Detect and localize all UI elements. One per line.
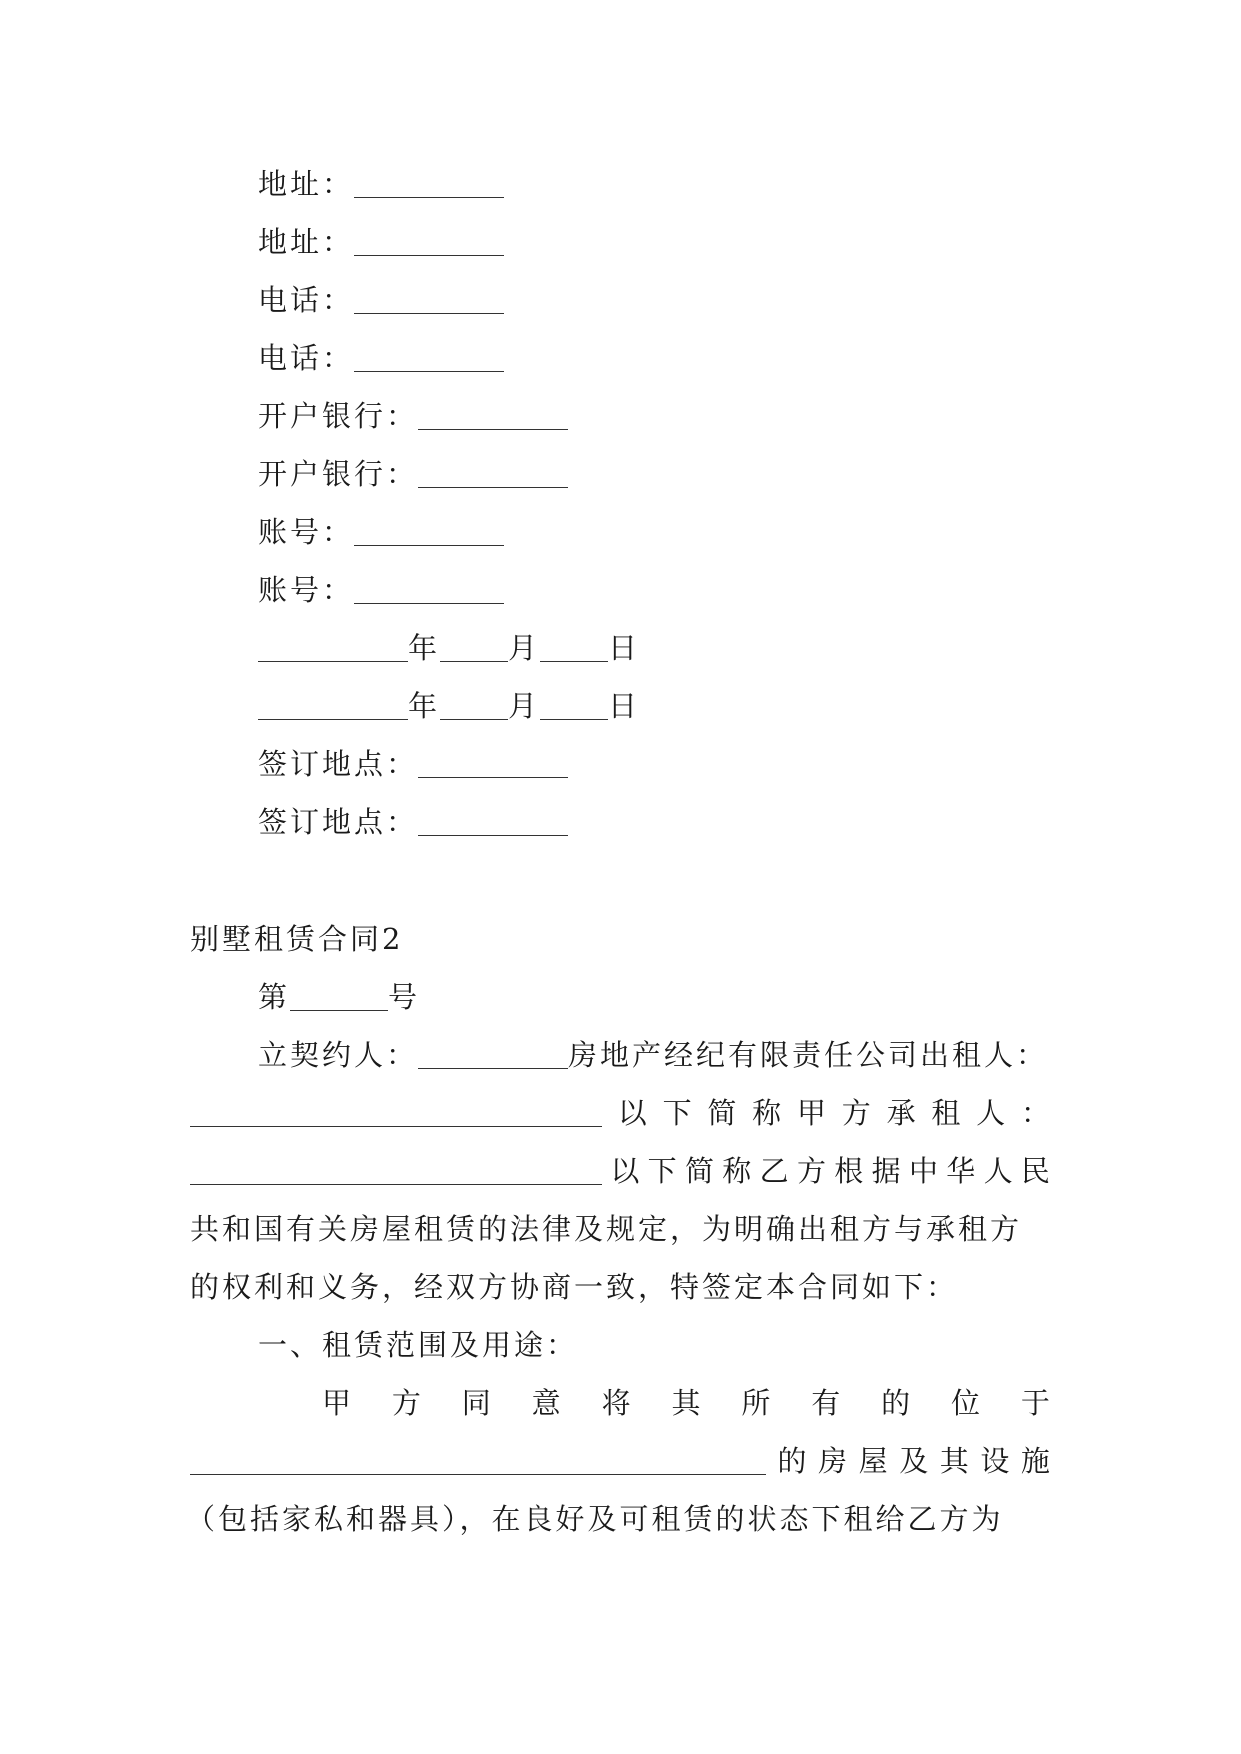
year-blank	[258, 686, 408, 726]
fill-blank	[354, 164, 504, 204]
party-b-char: 人	[983, 1154, 1013, 1188]
lessee-blank	[190, 1151, 602, 1191]
section1-char: 方	[391, 1386, 421, 1420]
fill-blank	[418, 396, 568, 436]
month-label: 月	[508, 689, 541, 723]
year-blank	[258, 628, 408, 668]
section1-char: 于	[1020, 1386, 1050, 1420]
date-line	[258, 686, 640, 726]
day-blank	[540, 686, 608, 726]
section1-char: 其	[939, 1444, 969, 1478]
party-b-char: 民	[1020, 1154, 1050, 1188]
party-a-char: 租	[931, 1096, 961, 1130]
contract-title: 别墅租赁合同2	[190, 922, 404, 956]
fill-blank	[354, 512, 504, 552]
party-a-char: 承	[886, 1096, 916, 1130]
fill-blank	[354, 222, 504, 262]
paragraph-line: 共和国有关房屋租赁的法律及规定，为明确出租方与承租方	[190, 1212, 1023, 1246]
party-a-char: 下	[662, 1096, 692, 1130]
field-line	[258, 454, 568, 494]
field-line	[258, 396, 568, 436]
date-line	[258, 628, 640, 668]
month-blank	[440, 686, 508, 726]
section1-char: 所	[741, 1386, 771, 1420]
field-label: 开户银行：	[258, 457, 419, 491]
party-b-char: 乙	[759, 1154, 789, 1188]
party-b-char: 华	[946, 1154, 976, 1188]
party-b-char: 以	[610, 1154, 640, 1188]
party-a-char: 方	[841, 1096, 871, 1130]
party-a-char: 以	[617, 1096, 647, 1130]
signing-place-line	[258, 802, 568, 842]
section1-char: 的	[881, 1386, 911, 1420]
field-line	[258, 338, 504, 378]
parties-label: 立契约人：	[258, 1038, 419, 1072]
location-blank	[190, 1441, 766, 1481]
section1-char: 施	[1020, 1444, 1050, 1478]
section1-char: 将	[601, 1386, 631, 1420]
section1-char: 的	[777, 1444, 807, 1478]
parties-line	[258, 1035, 1048, 1075]
party-b-char: 根	[834, 1154, 864, 1188]
section1-char: 及	[899, 1444, 929, 1478]
fill-blank	[418, 454, 568, 494]
lessor-blank	[190, 1093, 602, 1133]
signing-place-label: 签订地点：	[258, 805, 419, 839]
paragraph-line: （包括家私和器具），在良好及可租赁的状态下租给乙方为	[186, 1502, 1004, 1536]
field-label: 账号：	[258, 515, 355, 549]
party-b-char: 中	[908, 1154, 938, 1188]
section1-char: 设	[980, 1444, 1010, 1478]
party-b-char: 下	[647, 1154, 677, 1188]
party-b-char: 简	[684, 1154, 714, 1188]
section1-char: 位	[951, 1386, 981, 1420]
party-a-line	[190, 1093, 1050, 1133]
fill-blank	[354, 570, 504, 610]
field-line	[258, 164, 504, 204]
company-blank	[418, 1035, 568, 1075]
fill-blank	[354, 280, 504, 320]
field-line	[258, 222, 504, 262]
field-line	[258, 512, 504, 552]
number-prefix: 第	[258, 980, 291, 1014]
party-a-char: 甲	[796, 1096, 826, 1130]
field-label: 地址：	[258, 225, 355, 259]
section1-char: 房	[818, 1444, 848, 1478]
signing-place-line	[258, 744, 568, 784]
section-heading: 一、租赁范围及用途：	[258, 1328, 579, 1362]
signing-place-label: 签订地点：	[258, 747, 419, 781]
number-suffix: 号	[388, 980, 421, 1014]
fill-blank	[354, 338, 504, 378]
field-line	[258, 280, 504, 320]
section1-char: 同	[461, 1386, 491, 1420]
company-text: 房地产经纪有限责任公司出租人：	[568, 1038, 1049, 1072]
party-b-char: 据	[871, 1154, 901, 1188]
fill-blank	[418, 802, 568, 842]
section1-char: 屋	[858, 1444, 888, 1478]
party-a-char: ：	[1020, 1096, 1050, 1130]
section1-line	[322, 1383, 1050, 1423]
day-label: 日	[608, 689, 641, 723]
month-blank	[440, 628, 508, 668]
party-b-char: 称	[722, 1154, 752, 1188]
field-label: 地址：	[258, 167, 355, 201]
field-label: 电话：	[258, 341, 355, 375]
day-label: 日	[608, 631, 641, 665]
field-label: 账号：	[258, 573, 355, 607]
field-label: 开户银行：	[258, 399, 419, 433]
section1-char: 有	[811, 1386, 841, 1420]
section1-char: 甲	[322, 1386, 352, 1420]
field-line	[258, 570, 504, 610]
party-a-char: 人	[976, 1096, 1006, 1130]
party-b-line	[190, 1151, 1050, 1191]
year-label: 年	[408, 689, 441, 723]
fill-blank	[418, 744, 568, 784]
contract-number-line	[258, 977, 420, 1017]
section1-line	[190, 1441, 1050, 1481]
number-blank	[290, 977, 388, 1017]
paragraph-line: 的权利和义务，经双方协商一致，特签定本合同如下：	[190, 1270, 959, 1304]
section1-char: 意	[531, 1386, 561, 1420]
party-a-char: 称	[752, 1096, 782, 1130]
party-a-char: 简	[707, 1096, 737, 1130]
section1-char: 其	[671, 1386, 701, 1420]
party-b-char: 方	[796, 1154, 826, 1188]
field-label: 电话：	[258, 283, 355, 317]
year-label: 年	[408, 631, 441, 665]
month-label: 月	[508, 631, 541, 665]
day-blank	[540, 628, 608, 668]
